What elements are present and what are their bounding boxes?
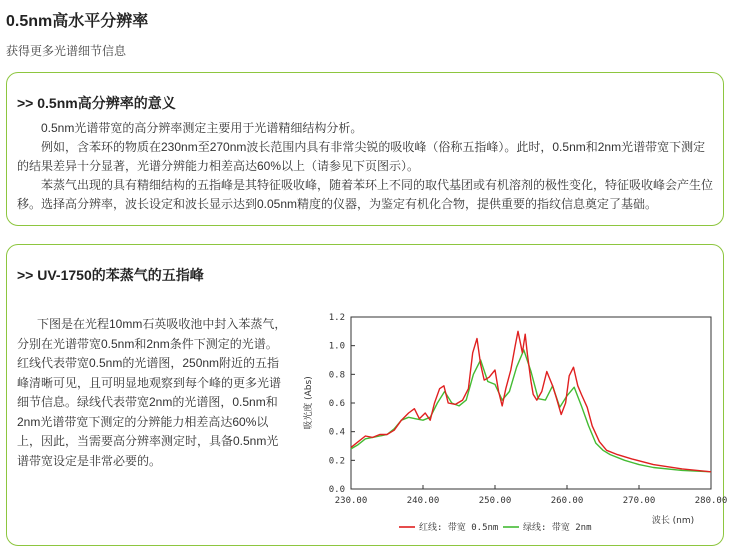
y-axis-label: 吸光度 (Abs) xyxy=(304,376,314,430)
legend-label: 红线: 带宽 0.5nm xyxy=(419,523,499,533)
y-tick-label: 0.6 xyxy=(328,399,345,409)
x-tick-label: 260.00 xyxy=(550,496,584,506)
x-tick-label: 270.00 xyxy=(622,496,656,506)
y-tick-label: 0.2 xyxy=(328,456,345,467)
chart-axes xyxy=(302,313,727,526)
paragraph: 0.5nm光谱带宽的高分辨率测定主要用于光谱精细结构分析。 xyxy=(41,121,363,135)
absorbance-spectrum-chart xyxy=(295,305,728,533)
y-tick-label: 1.2 xyxy=(328,313,345,323)
y-tick-label: 0.8 xyxy=(328,370,345,381)
chart-series xyxy=(351,331,711,472)
series-line xyxy=(351,331,711,472)
chart-legend xyxy=(399,521,592,533)
legend-label: 绿线: 带宽 2nm xyxy=(523,523,592,533)
series-line xyxy=(351,350,711,472)
x-tick-label: 280.00 xyxy=(694,496,728,506)
y-tick-label: 0.0 xyxy=(328,485,345,495)
paragraph: 苯蒸气出现的具有精细结构的五指峰是其特征吸收峰，随着苯环上不同的取代基团或有机溶剂的极性变化，特征吸收峰会产生位移。选择高分辨率，波长设定和波长显示达到0.05nm精度的仪器，为鉴定有机化合物，提供重要的指纹信息奠定了基础。 xyxy=(17,178,714,211)
x-axis-label: 波长 (nm) xyxy=(651,516,695,526)
section-title: >> 0.5nm高分辨率的意义 xyxy=(17,95,176,111)
section-text xyxy=(17,119,713,214)
chart-description: 下图是在光程10mm石英吸收池中封入苯蒸气，分别在光谱带宽0.5nm和2nm条件下测定的光谱。红线代表带宽0.5nm的光谱图，250nm附近的五指峰清晰可见，且可明显地观察到每个峰的更多光谱细节信息。绿线代表带宽2nm的光谱图，0.5nm和2nm光谱带宽下测定的分辨能力相差高达60%以上，因此，当需要高分辨率测定时，具备0.5nm光谱带宽设定是非常必要的。 xyxy=(17,317,287,468)
section-meaning xyxy=(6,72,724,226)
y-tick-label: 1.0 xyxy=(328,341,345,352)
page-subtitle: 获得更多光谱细节信息 xyxy=(6,44,127,58)
section-five-finger xyxy=(6,244,728,546)
x-tick-label: 250.00 xyxy=(478,496,512,506)
x-tick-label: 230.00 xyxy=(334,496,368,506)
x-tick-label: 240.00 xyxy=(406,496,440,506)
plot-frame xyxy=(351,317,711,489)
section-title: >> UV-1750的苯蒸气的五指峰 xyxy=(17,267,204,283)
page-title: 0.5nm高水平分辨率 xyxy=(6,13,149,30)
paragraph: 例如，含苯环的物质在230nm至270nm波长范围内具有非常尖锐的吸收峰（俗称五指峰）。此时，0.5nm和2nm光谱带宽下测定的结果差异十分显著，光谱分辨能力相差高达60%以上（请参见下页图示）。 xyxy=(17,140,706,173)
y-tick-label: 0.4 xyxy=(328,427,345,438)
